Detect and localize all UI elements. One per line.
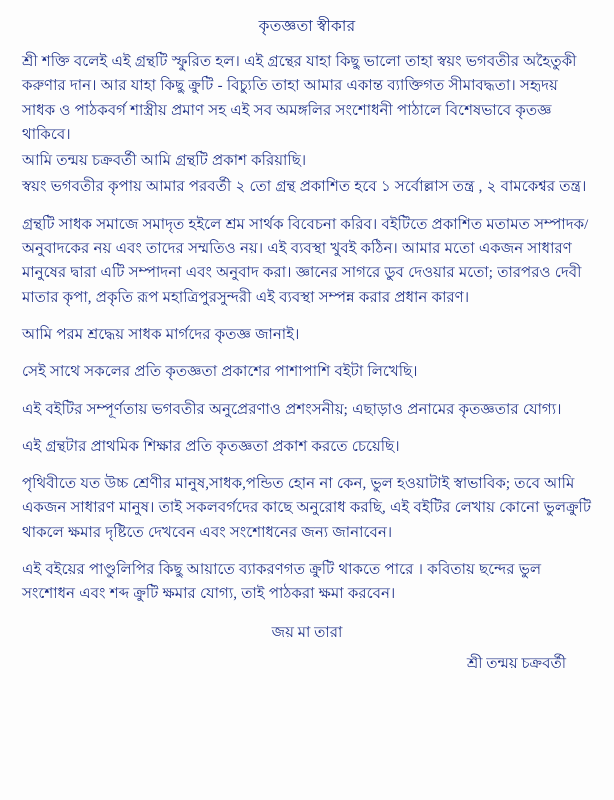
closing-invocation: জয় মা তারা bbox=[271, 624, 343, 641]
page-title: কৃতজ্ঞতা স্বীকার bbox=[258, 18, 356, 35]
paragraph-3: স্বয়ং ভগবতীর কৃপায় আমার পরবর্তী ২ তো গ্রন্থ প্রকাশিত হবে ১ সর্বোল্লাস তন্ত্র , ২ বামকেশ্বর তন্ত্র। bbox=[22, 179, 587, 196]
paragraph-2: আমি তন্ময় চক্রবর্তী আমি গ্রন্থটি প্রকাশ করিয়াছি। bbox=[22, 153, 307, 170]
paragraph-4: গ্রন্থটি সাধক সমাজে সমাদৃত হইলে শ্রম সার্থক বিবেচনা করিব। বইটিতে প্রকাশিত মতামত সম্পাদক/অনুবাদকের নয় এবং তাদের সম্মতিও নয়। এই ব্যবস্থা খুবই কঠিন। আমার মতো একজন সাধারণ মানুষের দ্বারা এটি সম্পাদনা এবং অনুবাদ করা। জ্ঞানের সাগরে ডুব দেওয়ার মতো; তারপরও দেবী মাতার কৃপা, প্রকৃতি রূপ মহাত্রিপুরসুন্দরী এই ব্যবস্থা সম্পন্ন করার প্রধান কারণ। bbox=[22, 216, 589, 306]
paragraph-10: এই বইয়ের পাণ্ডুলিপির কিছু আয়াতে ব্যাকরণগত ক্রুটি থাকতে পারে । কবিতায় ছন্দের ভুল সংশোধন এবং শব্দ ক্রুটি ক্ষমার যোগ্য, তাই পাঠকরা ক্ষমা করবেন। bbox=[22, 562, 542, 603]
paragraph-6: সেই সাথে সকলের প্রতি কৃতজ্ঞতা প্রকাশের পাশাপাশি বইটা লিখেছি। bbox=[22, 364, 418, 381]
paragraph-9: পৃথিবীতে যত উচ্চ শ্রেণীর মানুষ,সাধক,পন্ডিত হোন না কেন, ভুল হওয়াটাই স্বাভাবিক; তবে আমি একজন সাধারণ মানুষ। তাই সকলবর্গদের কাছে অনুরোধ করছি, এই বইটির লেখায় কোনো ভুলক্রুটি থাকলে ক্ষমার দৃষ্টিতে দেখবেন এবং সংশোধনের জন্য জানাবেন। bbox=[22, 476, 592, 541]
paragraph-7: এই বইটির সম্পূর্ণতায় ভগবতীর অনুপ্রেরণাও প্রশংসনীয়; এছাড়াও প্রনামের কৃতজ্ঞতার যোগ্য। bbox=[22, 401, 562, 418]
paragraph-5: আমি পরম শ্রদ্ধেয় সাধক মার্গদের কৃতজ্ঞ জানাই। bbox=[22, 326, 300, 343]
paragraph-1: শ্রী শক্তি বলেই এই গ্রন্থটি স্ফুরিত হল। এই গ্রন্থের যাহা কিছু ভালো তাহা স্বয়ং ভগবতীর অহৈতুকী করুণার দান। আর যাহা কিছু ক্রুটি - বিচ্যুতি তাহা আমার একান্ত ব্যাক্তিগত সীমাবদ্ধতা। সহৃদয় সাধক ও পাঠকবর্গ শাস্ত্রীয় প্রমাণ সহ এই সব অমঙ্গলির সংশোধনী পাঠালে বিশেষভাবে কৃতজ্ঞ থাকিবে। bbox=[22, 54, 577, 143]
paragraph-8: এই গ্রন্থটার প্রাথমিক শিক্ষার প্রতি কৃতজ্ঞতা প্রকাশ করতে চেয়েছি। bbox=[22, 438, 400, 455]
document-body bbox=[22, 50, 592, 607]
author-signature: শ্রী তন্ময় চক্রবর্তী bbox=[466, 655, 566, 672]
